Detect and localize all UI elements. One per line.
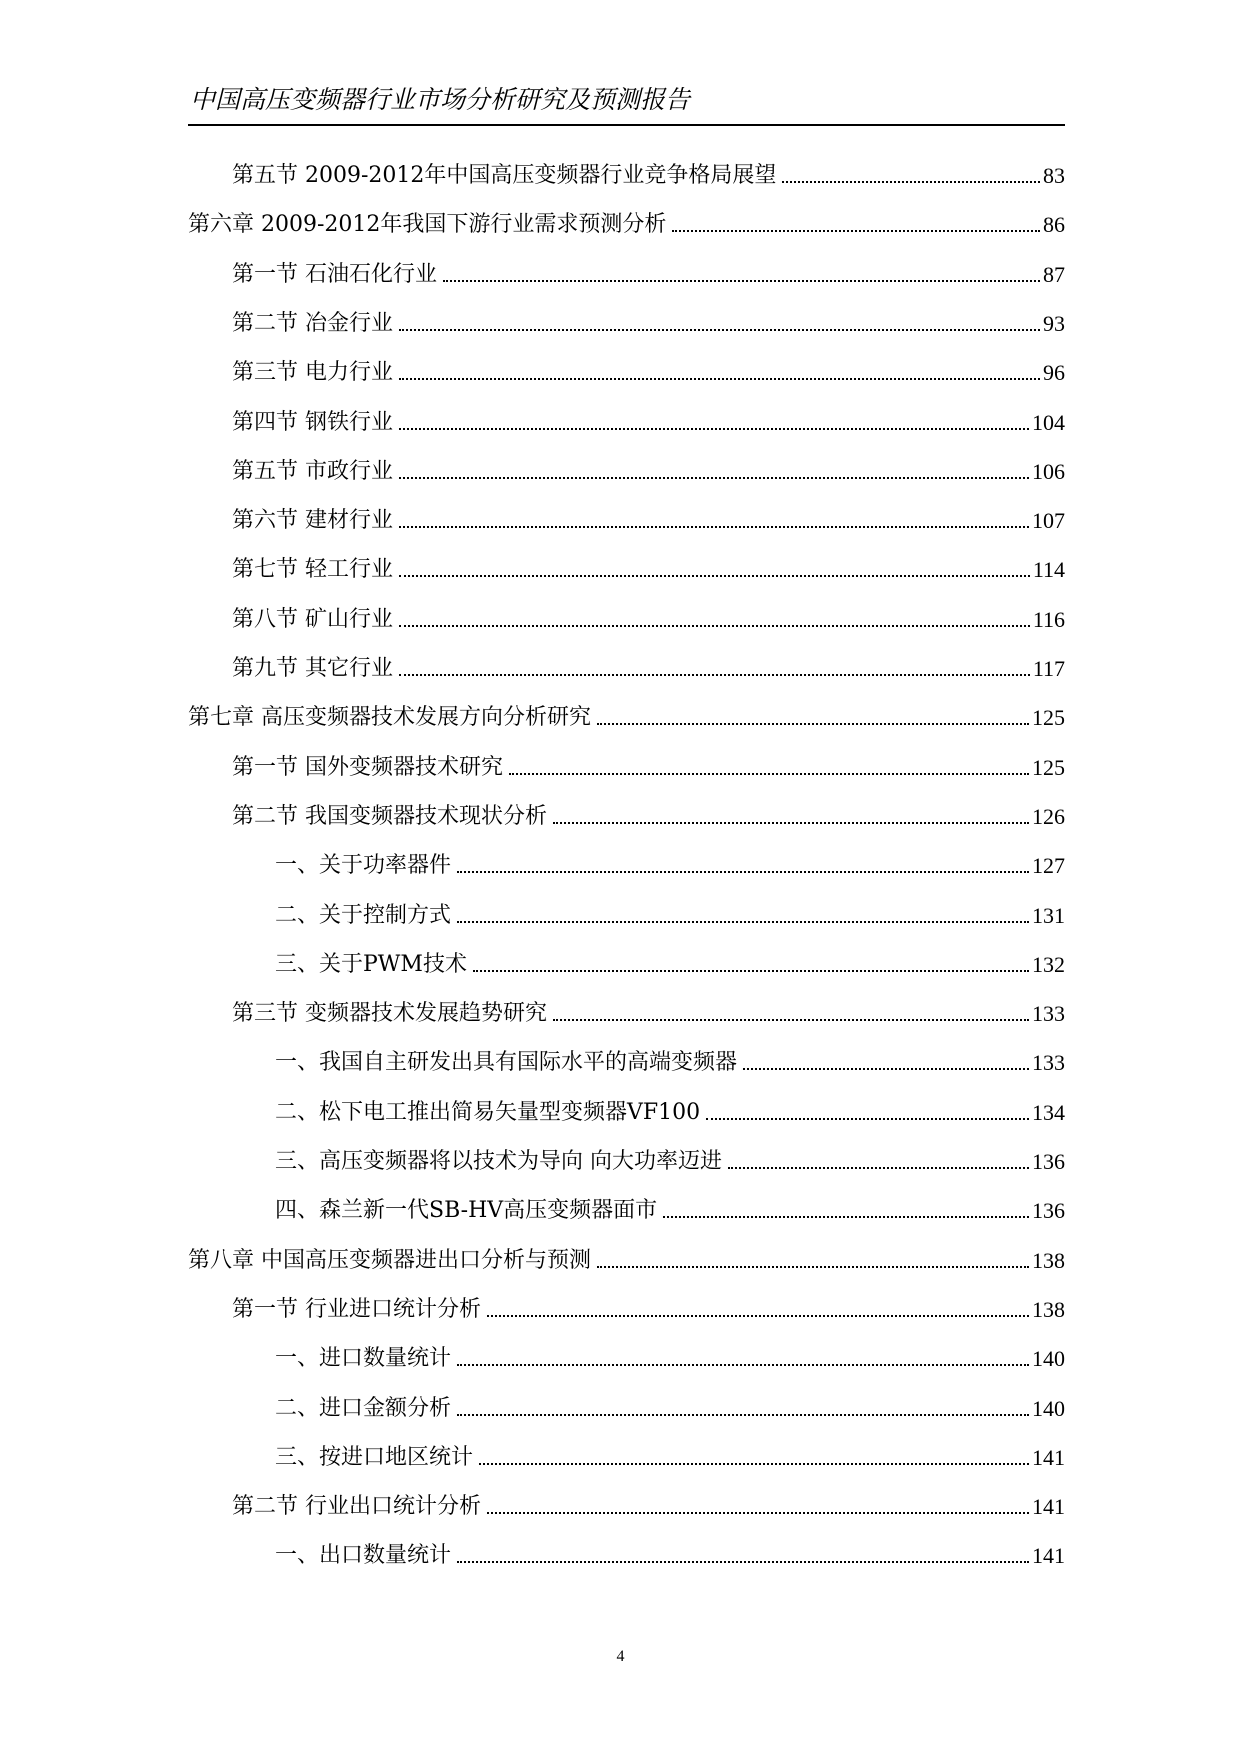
dot-leader bbox=[399, 674, 1030, 676]
toc-entry-label: 二、关于控制方式 bbox=[275, 903, 452, 928]
toc-entry[interactable] bbox=[275, 900, 1065, 930]
toc-entry[interactable] bbox=[275, 850, 1065, 880]
toc-entry-label: 三、按进口地区统计 bbox=[275, 1445, 474, 1470]
toc-entry[interactable] bbox=[232, 456, 1065, 486]
dot-leader bbox=[399, 428, 1029, 430]
toc-entry[interactable] bbox=[232, 1491, 1065, 1521]
dot-leader bbox=[457, 921, 1029, 923]
toc-entry[interactable] bbox=[232, 653, 1065, 683]
dot-leader bbox=[479, 1463, 1029, 1465]
toc-entry-page: 117 bbox=[1032, 656, 1065, 681]
toc-entry-page: 127 bbox=[1032, 853, 1065, 878]
dot-leader bbox=[399, 329, 1040, 331]
toc-entry-page: 125 bbox=[1032, 755, 1065, 780]
dot-leader bbox=[399, 378, 1040, 380]
dot-leader bbox=[457, 1414, 1029, 1416]
toc-entry[interactable] bbox=[275, 1146, 1065, 1176]
report-title: 中国高压变频器行业市场分析研究及预测报告 bbox=[190, 85, 691, 114]
dot-leader bbox=[457, 1364, 1029, 1366]
dot-leader bbox=[487, 1512, 1029, 1514]
dot-leader bbox=[597, 1266, 1029, 1268]
dot-leader bbox=[663, 1216, 1029, 1218]
toc-entry-label: 一、进口数量统计 bbox=[275, 1346, 452, 1371]
toc-entry-label: 第五节 2009-2012年中国高压变频器行业竞争格局展望 bbox=[232, 163, 777, 188]
toc-entry-page: 141 bbox=[1032, 1543, 1065, 1568]
toc-entry-label: 第一节 石油石化行业 bbox=[232, 262, 437, 287]
toc-entry-label: 第五节 市政行业 bbox=[232, 459, 393, 484]
dot-leader bbox=[399, 477, 1029, 479]
dot-leader bbox=[443, 280, 1040, 282]
toc-entry-label: 第三节 电力行业 bbox=[232, 360, 393, 385]
toc-entry[interactable] bbox=[275, 949, 1065, 979]
toc-entry-label: 一、我国自主研发出具有国际水平的高端变频器 bbox=[275, 1050, 738, 1075]
toc-entry[interactable] bbox=[232, 160, 1065, 190]
header-divider bbox=[188, 124, 1065, 126]
toc-entry[interactable] bbox=[275, 1343, 1065, 1373]
toc-entry-page: 87 bbox=[1043, 262, 1065, 287]
toc-entry-label: 二、松下电工推出简易矢量型变频器VF100 bbox=[275, 1100, 701, 1125]
toc-entry-page: 133 bbox=[1032, 1050, 1065, 1075]
toc-entry[interactable] bbox=[232, 259, 1065, 289]
toc-entry-page: 107 bbox=[1032, 508, 1065, 533]
toc-entry[interactable] bbox=[232, 308, 1065, 338]
toc-entry-label: 第二节 我国变频器技术现状分析 bbox=[232, 804, 547, 829]
toc-entry-page: 106 bbox=[1032, 459, 1065, 484]
toc-entry-label: 四、森兰新一代SB-HV高压变频器面市 bbox=[275, 1198, 658, 1223]
toc-entry[interactable] bbox=[232, 505, 1065, 535]
dot-leader bbox=[553, 822, 1029, 824]
dot-leader bbox=[743, 1068, 1029, 1070]
toc-entry[interactable] bbox=[275, 1540, 1065, 1570]
dot-leader bbox=[509, 773, 1029, 775]
toc-entry[interactable] bbox=[188, 1245, 1065, 1275]
toc-entry-label: 三、关于PWM技术 bbox=[275, 952, 467, 977]
toc-entry-page: 125 bbox=[1032, 705, 1065, 730]
toc-entry-page: 141 bbox=[1032, 1494, 1065, 1519]
dot-leader bbox=[597, 723, 1029, 725]
toc-entry-label: 第九节 其它行业 bbox=[232, 656, 393, 681]
toc-entry[interactable] bbox=[188, 702, 1065, 732]
toc-entry[interactable] bbox=[232, 752, 1065, 782]
toc-entry-page: 86 bbox=[1043, 212, 1065, 237]
toc-entry[interactable] bbox=[232, 1294, 1065, 1324]
toc-entry-page: 138 bbox=[1032, 1297, 1065, 1322]
toc-entry[interactable] bbox=[232, 998, 1065, 1028]
toc-entry-page: 141 bbox=[1032, 1445, 1065, 1470]
toc-entry-label: 第七章 高压变频器技术发展方向分析研究 bbox=[188, 705, 591, 730]
toc-entry-page: 133 bbox=[1032, 1001, 1065, 1026]
toc-entry-page: 136 bbox=[1032, 1198, 1065, 1223]
toc-entry-page: 131 bbox=[1032, 903, 1065, 928]
toc-entry[interactable] bbox=[232, 604, 1065, 634]
dot-leader bbox=[399, 526, 1029, 528]
toc-entry[interactable] bbox=[232, 357, 1065, 387]
toc-entry-page: 83 bbox=[1043, 163, 1065, 188]
toc-entry-page: 116 bbox=[1032, 607, 1065, 632]
toc-entry-page: 114 bbox=[1032, 557, 1065, 582]
toc-entry-label: 二、进口金额分析 bbox=[275, 1396, 452, 1421]
dot-leader bbox=[457, 871, 1029, 873]
toc-entry-label: 第六节 建材行业 bbox=[232, 508, 393, 533]
toc-entry-label: 一、出口数量统计 bbox=[275, 1543, 452, 1568]
toc-entry[interactable] bbox=[232, 801, 1065, 831]
toc-entry-label: 第二节 冶金行业 bbox=[232, 311, 393, 336]
dot-leader bbox=[473, 970, 1029, 972]
dot-leader bbox=[487, 1315, 1029, 1317]
toc-entry-page: 134 bbox=[1032, 1100, 1065, 1125]
toc-entry-page: 140 bbox=[1032, 1346, 1065, 1371]
dot-leader bbox=[399, 625, 1030, 627]
toc-entry-page: 140 bbox=[1032, 1396, 1065, 1421]
toc-entry-label: 第一节 行业进口统计分析 bbox=[232, 1297, 481, 1322]
dot-leader bbox=[728, 1167, 1029, 1169]
toc-entry[interactable] bbox=[275, 1195, 1065, 1225]
toc-entry[interactable] bbox=[232, 554, 1065, 584]
toc-entry-page: 93 bbox=[1043, 311, 1065, 336]
toc-entry-page: 126 bbox=[1032, 804, 1065, 829]
toc-entry-label: 第一节 国外变频器技术研究 bbox=[232, 755, 503, 780]
toc-entry-label: 第四节 钢铁行业 bbox=[232, 410, 393, 435]
dot-leader bbox=[782, 181, 1040, 183]
toc-entry-label: 一、关于功率器件 bbox=[275, 853, 452, 878]
toc-entry-label: 第七节 轻工行业 bbox=[232, 557, 393, 582]
dot-leader bbox=[672, 230, 1040, 232]
toc-entry-page: 132 bbox=[1032, 952, 1065, 977]
dot-leader bbox=[553, 1019, 1029, 1021]
dot-leader bbox=[457, 1561, 1029, 1563]
toc-entry-label: 三、高压变频器将以技术为导向 向大功率迈进 bbox=[275, 1149, 722, 1174]
dot-leader bbox=[399, 575, 1030, 577]
toc-entry-page: 104 bbox=[1032, 410, 1065, 435]
toc-entry[interactable] bbox=[275, 1442, 1065, 1472]
toc-entry-label: 第八章 中国高压变频器进出口分析与预测 bbox=[188, 1248, 591, 1273]
toc-entry-label: 第二节 行业出口统计分析 bbox=[232, 1494, 481, 1519]
toc-entry[interactable] bbox=[275, 1393, 1065, 1423]
dot-leader bbox=[706, 1118, 1029, 1120]
toc-entry[interactable] bbox=[188, 209, 1065, 239]
toc-entry-page: 136 bbox=[1032, 1149, 1065, 1174]
toc-entry-page: 138 bbox=[1032, 1248, 1065, 1273]
toc-entry-label: 第八节 矿山行业 bbox=[232, 607, 393, 632]
toc-entry-label: 第三节 变频器技术发展趋势研究 bbox=[232, 1001, 547, 1026]
toc-entry-page: 96 bbox=[1043, 360, 1065, 385]
page-number: 4 bbox=[616, 1648, 625, 1665]
toc-entry-label: 第六章 2009-2012年我国下游行业需求预测分析 bbox=[188, 212, 667, 237]
toc-entry[interactable] bbox=[275, 1047, 1065, 1077]
toc-entry[interactable] bbox=[232, 407, 1065, 437]
toc-entry[interactable] bbox=[275, 1097, 1065, 1127]
